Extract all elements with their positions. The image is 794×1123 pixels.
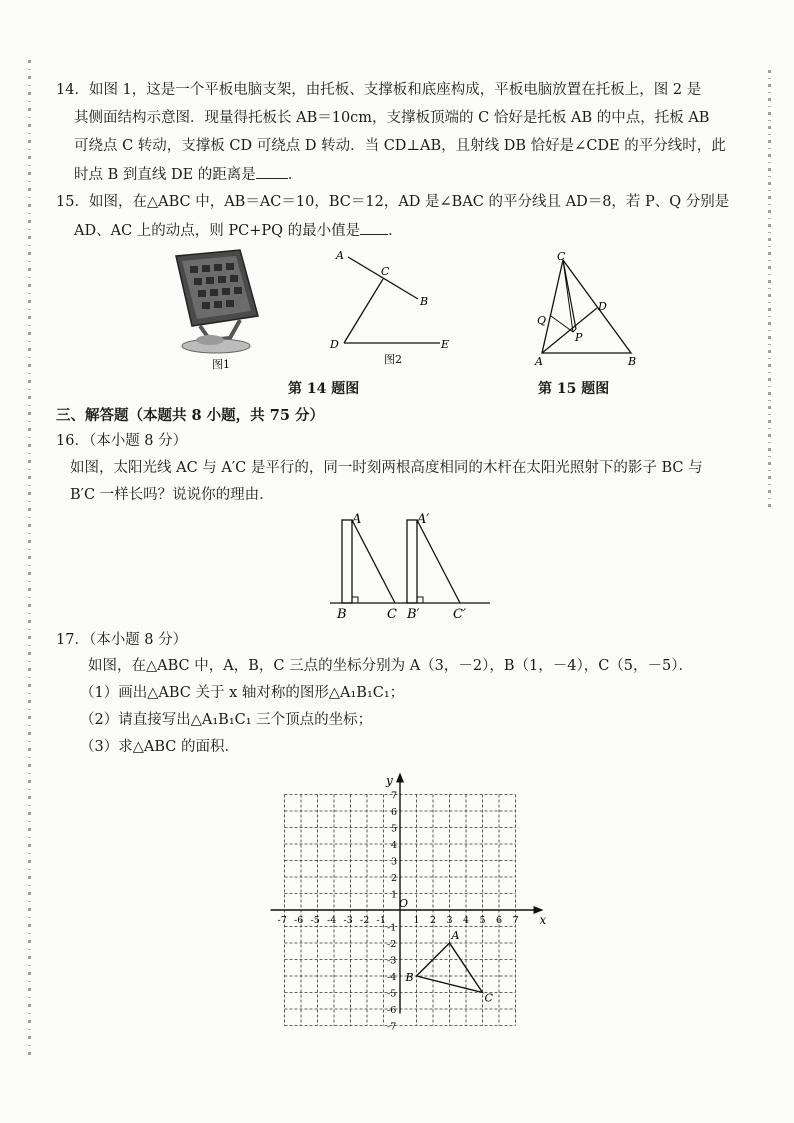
triangle-abc	[405, 929, 494, 1005]
scan-edge-right	[768, 70, 771, 510]
fig15-point-C: C	[557, 250, 566, 263]
fig15-point-P: P	[575, 331, 583, 344]
q17-part1: （1）画出△ABC 关于 x 轴对称的图形△A₁B₁C₁；	[80, 685, 405, 701]
q15-answer-blank[interactable]	[360, 220, 388, 235]
y-tick-label: -6	[387, 1005, 397, 1016]
q16-point-C-prime: C′	[453, 607, 466, 622]
y-tick-label: 2	[391, 873, 398, 884]
section3-heading: 三、解答题（本题共 8 小题，共 75 分）	[56, 407, 324, 424]
q14-answer-blank[interactable]	[256, 164, 288, 179]
fig14-point-A: A	[336, 249, 344, 262]
fig15-point-B: B	[628, 355, 637, 368]
y-tick-label: 7	[391, 790, 398, 802]
y-tick-label: -3	[387, 955, 397, 967]
q17-line1: 如图，在△ABC 中，A，B，C 三点的坐标分别为 A（3，－2），B（1，－4），C（5，－5）．	[88, 658, 694, 674]
fig15-caption: 第 15 题图	[538, 381, 610, 397]
q16-point-B-prime: B′	[407, 607, 420, 622]
q16-line1: 如图，太阳光线 AC 与 A′C 是平行的，同一时刻两根高度相同的木杆在太阳光照射下的影子 BC 与	[70, 460, 703, 476]
fig15-point-Q: Q	[537, 314, 547, 327]
x-tick-label: -1	[376, 915, 386, 926]
y-tick-label: 6	[391, 807, 398, 818]
q16-point-A-prime: A′	[417, 512, 430, 527]
x-tick-label: -2	[360, 915, 370, 926]
fig14-diagram	[320, 245, 460, 370]
q17-coordinate-grid	[270, 762, 550, 1037]
y-axis-arrow	[396, 773, 404, 783]
q15-line2	[74, 220, 403, 241]
y-tick-label: -2	[387, 939, 397, 950]
fig14-tablet-photo	[170, 248, 270, 373]
x-tick-label: 3	[446, 915, 453, 926]
q14-line1: 14．如图 1，这是一个平板电脑支架，由托板、支撑板和底座构成，平板电脑放置在托板上，图 2 是	[56, 82, 702, 98]
fig14-point-C: C	[381, 265, 390, 278]
q14-line4	[74, 164, 302, 185]
fig15-point-A: A	[535, 355, 543, 368]
point-label-C: C	[484, 991, 493, 1005]
y-axis-label: y	[386, 773, 393, 788]
fig2-label: 图2	[384, 353, 402, 366]
q17-header: 17．（本小题 8 分）	[56, 632, 188, 648]
x-tick-label: 2	[430, 915, 437, 926]
fig14-point-B: B	[420, 295, 429, 308]
q17-part2: （2）请直接写出△A₁B₁C₁ 三个顶点的坐标；	[80, 712, 373, 728]
x-tick-label: -7	[277, 915, 287, 926]
q16-header: 16．（本小题 8 分）	[56, 433, 188, 449]
q16-point-A: A	[352, 512, 362, 527]
y-tick-label: 5	[391, 823, 398, 835]
q16-line2: B′C 一样长吗？说说你的理由．	[70, 487, 274, 503]
fig14-point-D: D	[330, 338, 339, 351]
x-tick-label: 1	[413, 915, 420, 926]
origin-label: O	[399, 897, 409, 910]
x-axis-label: x	[539, 913, 547, 927]
y-tick-label: 3	[391, 856, 398, 868]
y-tick-label: -4	[387, 972, 397, 983]
x-tick-label: -5	[310, 915, 320, 926]
x-tick-label: -4	[327, 915, 337, 926]
q14-line4-text: 时点 B 到直线 DE 的距离是	[74, 167, 256, 183]
fig14-point-E: E	[441, 338, 450, 351]
q16-figure	[325, 508, 495, 623]
q15-line2-end: ．	[388, 223, 403, 239]
y-tick-label: -5	[387, 988, 397, 1000]
q14-line3: 可绕点 C 转动，支撑板 CD 可绕点 D 转动．当 CD⊥AB，且射线 DB 恰好是∠CDE 的平分线时，此	[74, 138, 726, 154]
y-tick-label: -1	[387, 922, 397, 934]
q16-point-B: B	[337, 607, 347, 622]
x-tick-label: 5	[479, 915, 486, 926]
q15-line1: 15．如图，在△ABC 中，AB＝AC＝10，BC＝12，AD 是∠BAC 的平分线且 AD＝8，若 P、Q 分别是	[56, 194, 730, 210]
q14-line4-end: ．	[287, 167, 303, 183]
x-tick-label: 7	[512, 915, 519, 926]
fig15-triangle	[525, 248, 645, 373]
fig15-point-D: D	[598, 300, 607, 313]
y-tick-label: -7	[387, 1021, 397, 1033]
y-tick-label: 4	[391, 840, 398, 851]
y-tick-label: 1	[391, 889, 398, 901]
x-tick-label: 4	[463, 915, 470, 926]
q17-part3: （3）求△ABC 的面积．	[80, 739, 239, 755]
q15-line2-text: AD、AC 上的动点，则 PC+PQ 的最小值是	[74, 223, 361, 239]
scan-edge-left	[28, 60, 31, 1060]
point-label-B: B	[405, 971, 414, 984]
fig1-label: 图1	[212, 358, 230, 371]
fig14-caption: 第 14 题图	[288, 381, 360, 397]
x-tick-label: 6	[496, 915, 503, 926]
x-tick-label: -6	[294, 915, 304, 926]
point-label-A: A	[451, 929, 460, 942]
x-tick-label: -3	[343, 915, 353, 926]
q16-point-C: C	[387, 607, 397, 622]
q14-line2: 其侧面结构示意图．现量得托板长 AB＝10cm，支撑板顶端的 C 恰好是托板 AB 的中点，托板 AB	[74, 110, 710, 126]
